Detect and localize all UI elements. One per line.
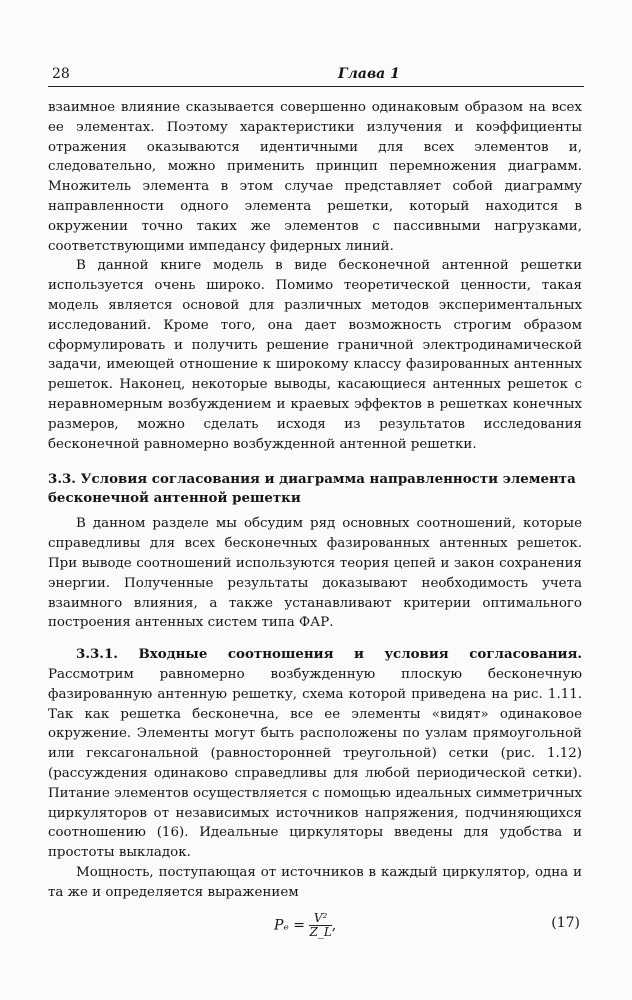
subsection-title: 3.3.1. Входные соотношения и условия согласования. [76,646,582,663]
equation-comma: , [331,917,337,934]
chapter-title: Глава 1 [338,66,400,82]
paragraph: Мощность, поступающая от источников в каждый циркулятор, одна и та же и определяется выражением [48,864,582,900]
equation [48,906,582,950]
subsection-text: Рассмотрим равномерно возбужденную плоскую бесконечную фазированную антенную решетку, схема которой приведена на рис. 1.11. Так как решетка бесконечна, все ее элементы «видят» одинаковое окружение. Элементы могут быть расположены по узлам прямоугольной или гексагональной (равносторонней треугольной) сетки (рис. 1.12) (рассуждения одинаково справедливы для любой периодической сетки). Питание элементов осуществляется с помощью идеальных симметричных циркуляторов от независимых источников напряжения, подчиняющихся соотношению (16). Идеальные циркуляторы введены для удобства и простоты выкладок. [48,666,582,861]
equation-expression [274,912,336,939]
subsection-paragraph [48,645,582,863]
equation-lhs: Pₑ = [274,917,306,934]
numerator: V² [309,912,331,926]
page-body [48,98,582,950]
fraction [309,912,331,939]
page-number: 28 [52,66,70,82]
paragraph: В данном разделе мы обсудим ряд основных соотношений, которые справедливы для всех бесконечных фазированных антенных решеток. При выводе соотношений используются теория цепей и закон сохранения энергии. Полученные результаты доказывают необходимость учета взаимного влияния, а также устанавливают критерии оптимального построения антенных систем типа ФАР. [48,516,582,631]
paragraph: взаимное влияние сказывается совершенно одинаковым образом на всех ее элементах. Поэтому характеристики излучения и коэффициенты отражения оказываются идентичными для всех элементов и, следовательно, можно применить принцип перемножения диаграмм. Множитель элемента в этом случае представляет собой диаграмму направленности одного элемента решетки, который находится в окружении точно таких же элементов с пассивными нагрузками, соответствующими импедансу фидерных линий. [48,100,582,254]
equation-number: (17) [551,915,580,932]
header-rule [48,86,584,87]
denominator: Z_L [309,925,332,940]
paragraph: В данной книге модель в виде бесконечной антенной решетки используется очень широко. Помимо теоретической ценности, такая модель является основой для различных методов экспериментальных исследований. Кроме того, она дает возможность строгим образом сформулировать и получить решение граничной электродинамической задачи, имеющей отношение к широкому классу фазированных антенных решеток. Наконец, некоторые выводы, касающиеся антенных решеток с неравномерным возбуждением и краевых эффектов в решетках конечных размеров, можно сделать исходя из результатов исследования бесконечной равномерно возбужденной антенной решетки. [48,258,582,452]
section-heading: 3.3. Условия согласования и диаграмма направленности элемента бесконечной антенной решетки [48,471,576,507]
running-header [48,64,584,86]
spacer [48,633,582,645]
